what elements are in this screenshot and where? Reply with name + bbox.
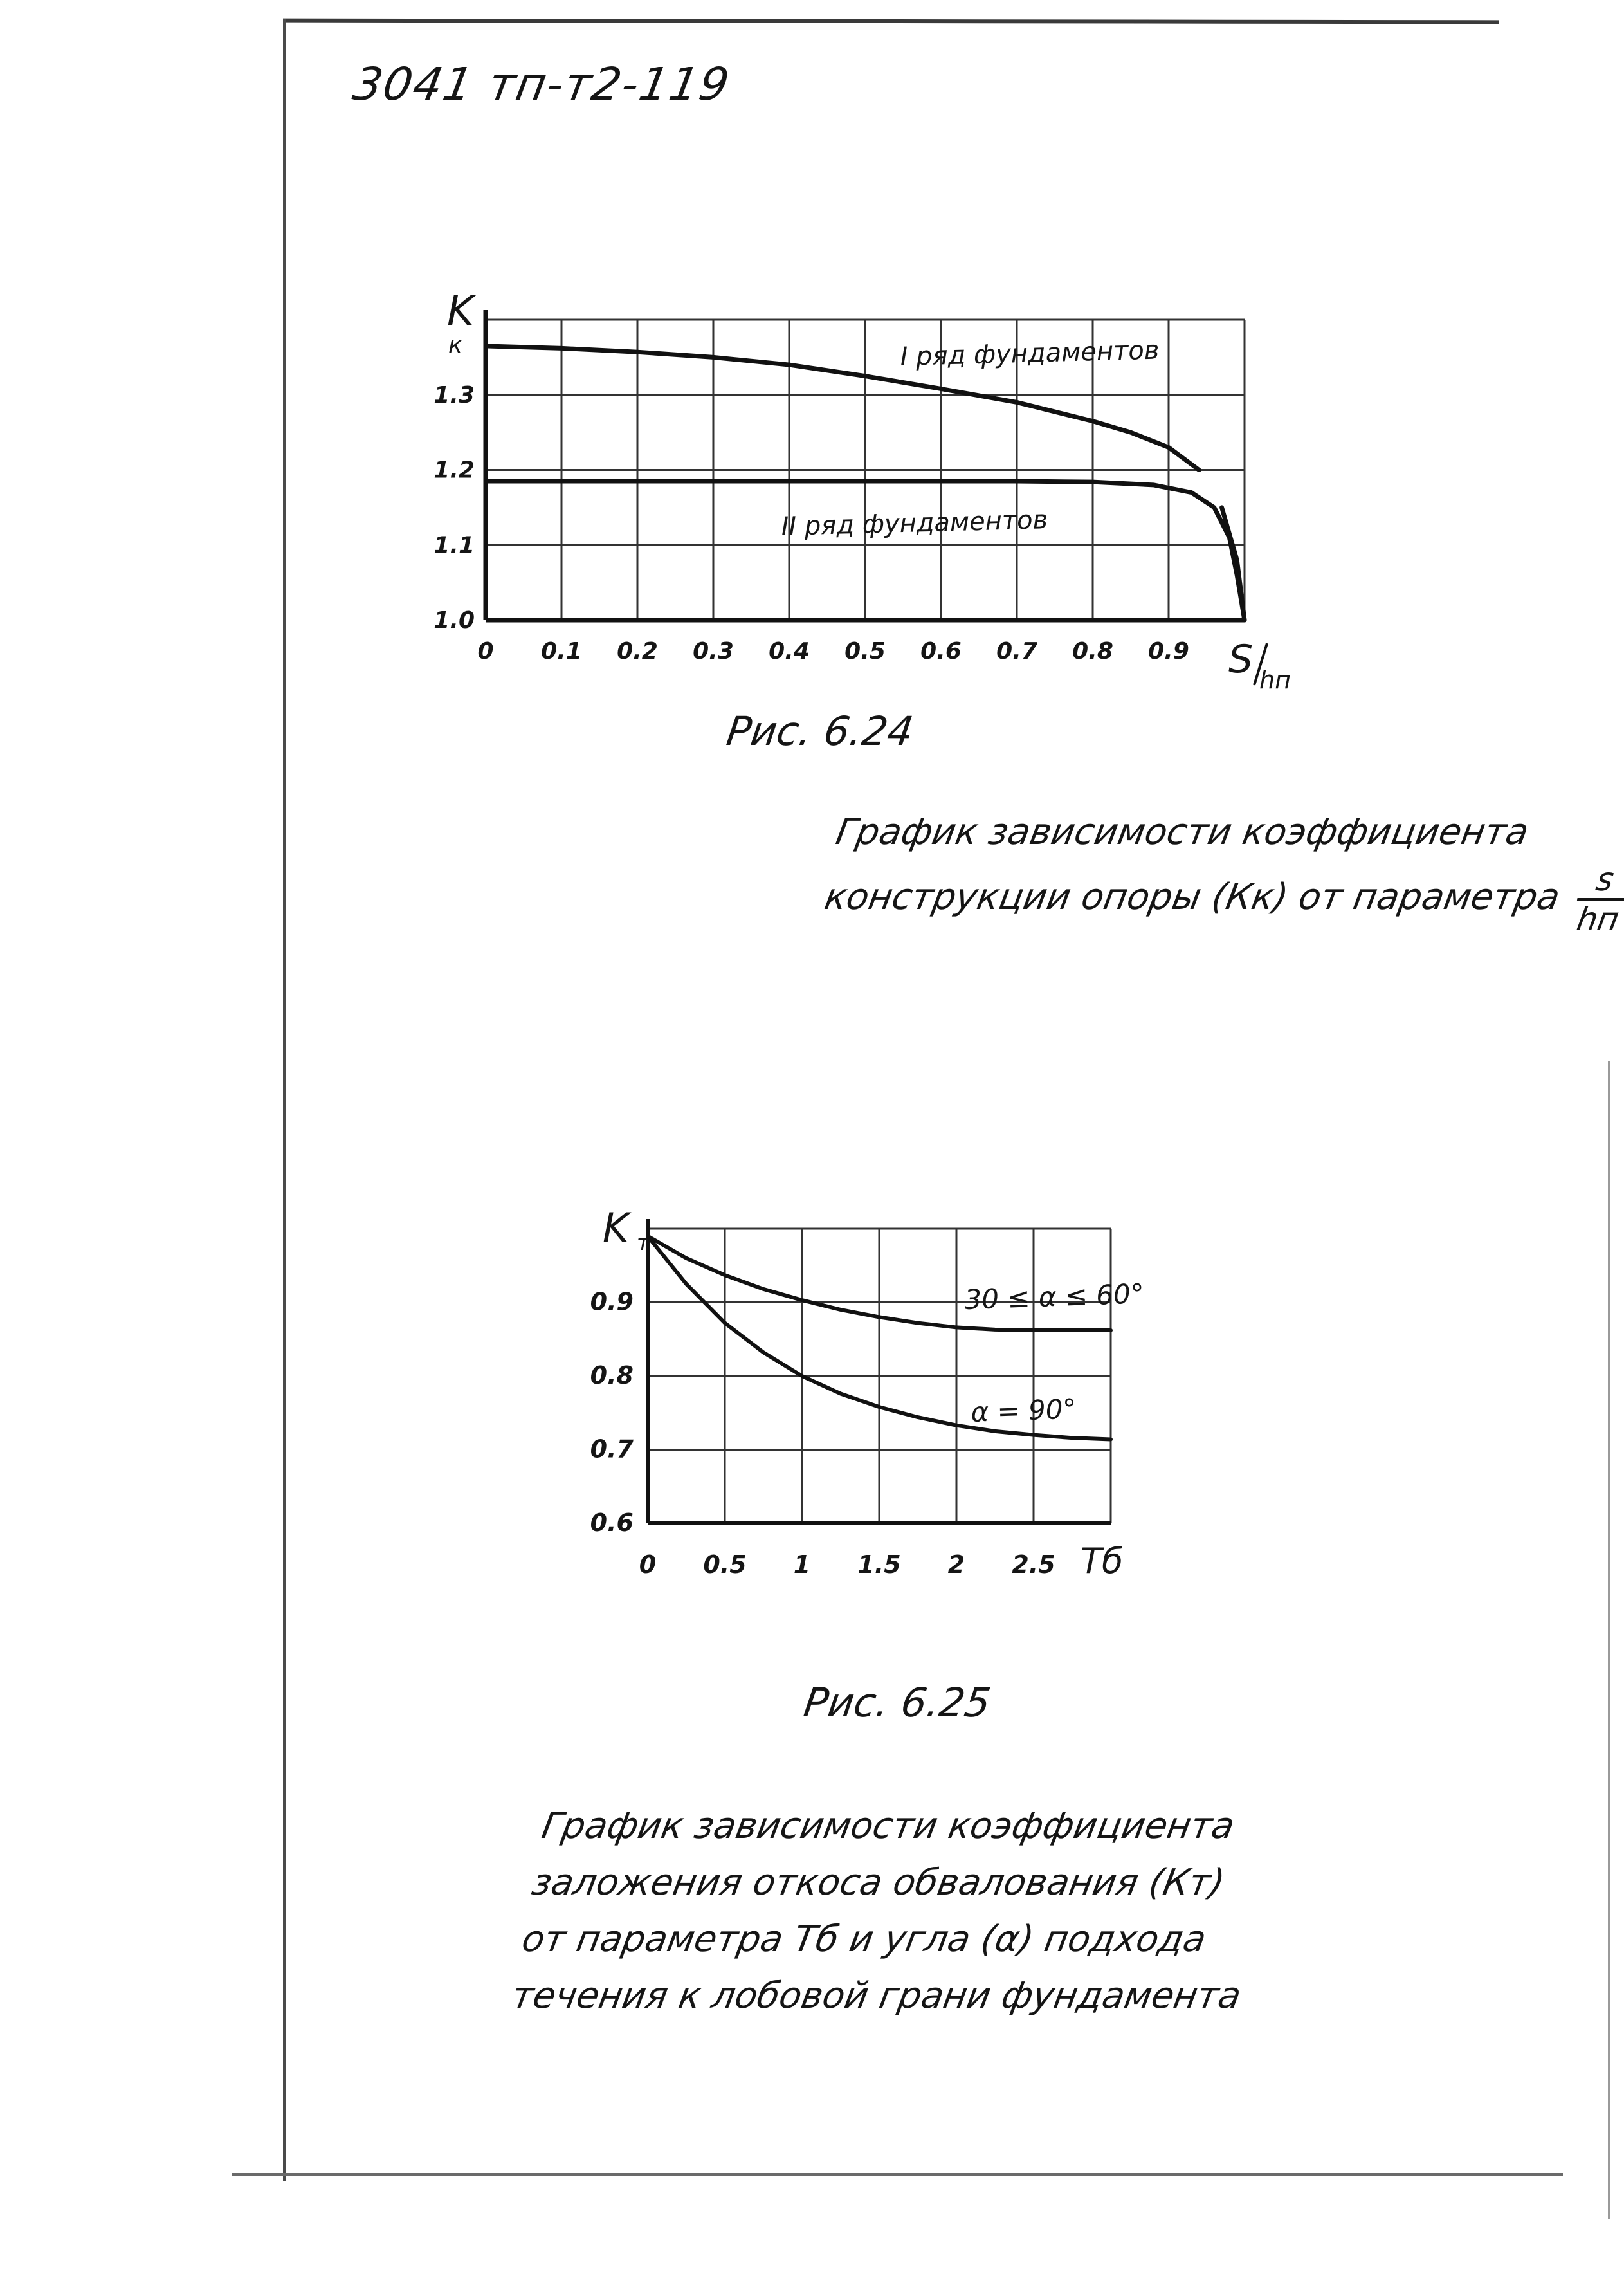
c1-x-tick-label: 0.1: [541, 638, 582, 665]
c1-y-axis-label: K: [447, 288, 474, 335]
c2-x-tick-label: 1.5: [857, 1550, 901, 1579]
c2-y-axis-label-sub: т: [637, 1230, 650, 1256]
c2-x-axis-label: Тб: [1081, 1541, 1124, 1581]
c1-series-label-1: I ряд фундаментов: [900, 335, 1160, 372]
c1-x-tick-label: 0.8: [1072, 638, 1113, 665]
c1-y-tick-label: 1.3: [433, 381, 475, 408]
c1-x-tick-label: 0: [477, 638, 494, 665]
caption-6-25-line-2: заложения откоса обвалования (Кт): [529, 1862, 1228, 1904]
c1-x-tick-label: 0.7: [996, 638, 1037, 665]
c1-x-axis-label-sub: hп: [1259, 666, 1291, 694]
c2-x-tick-label: 2.5: [1012, 1550, 1055, 1579]
c2-y-tick-label: 0.9: [590, 1287, 634, 1316]
c1-x-tick-label: 0.9: [1148, 638, 1189, 665]
c2-x-tick-label: 0.5: [703, 1550, 747, 1579]
c2-series-label-1: 30 ≤ α ≤ 60°: [963, 1278, 1145, 1316]
caption-6-25-line-3: от параметра Тб и угла (α) подхода: [518, 1918, 1210, 1960]
c1-y-axis-label-sub: к: [448, 332, 462, 358]
c2-y-tick-label: 0.8: [590, 1361, 634, 1390]
c1-series-label-2: II ряд фундаментов: [781, 505, 1048, 542]
c1-y-tick-label: 1.1: [433, 532, 475, 559]
caption-6-25: [507, 1798, 1275, 2024]
caption-6-24-line-2-text: конструкции опоры (Кк) от параметра: [821, 876, 1564, 919]
c1-x-tick-label: 0.4: [769, 638, 810, 665]
fraction-numerator: s: [1593, 861, 1617, 898]
c2-x-tick-label: 1: [793, 1550, 811, 1579]
caption-6-25-line-4: течения к лобовой грани фундамента: [509, 1975, 1245, 2017]
c2-y-tick-label: 0.6: [590, 1509, 634, 1537]
c1-x-tick-label: 0.5: [844, 638, 886, 665]
c2-x-tick-label: 2: [947, 1550, 965, 1579]
c1-x-tick-label: 0.2: [617, 638, 658, 665]
c2-x-tick-label: 0: [639, 1550, 657, 1579]
caption-6-24-line-1: График зависимости коэффициента: [832, 811, 1532, 853]
caption-6-25-line-1: График зависимости коэффициента: [538, 1805, 1238, 1847]
document-code: 3041 тп-т2-119: [349, 58, 734, 111]
fraction-denominator: hп: [1570, 898, 1624, 938]
figure-label-6-25: Рис. 6.25: [801, 1679, 994, 1726]
c1-x-tick-label: 0.3: [693, 638, 734, 665]
c2-y-tick-label: 0.7: [590, 1435, 634, 1464]
c1-y-tick-label: 1.2: [433, 457, 475, 484]
figure-label-6-24: Рис. 6.24: [724, 708, 917, 755]
c1-x-axis-label: S: [1228, 637, 1254, 682]
c1-x-tick-label: 0.6: [920, 638, 962, 665]
c1-y-tick-label: 1.0: [433, 607, 475, 634]
c2-series-label-2: α = 90°: [970, 1393, 1077, 1428]
c2-y-axis-label: K: [603, 1204, 629, 1251]
